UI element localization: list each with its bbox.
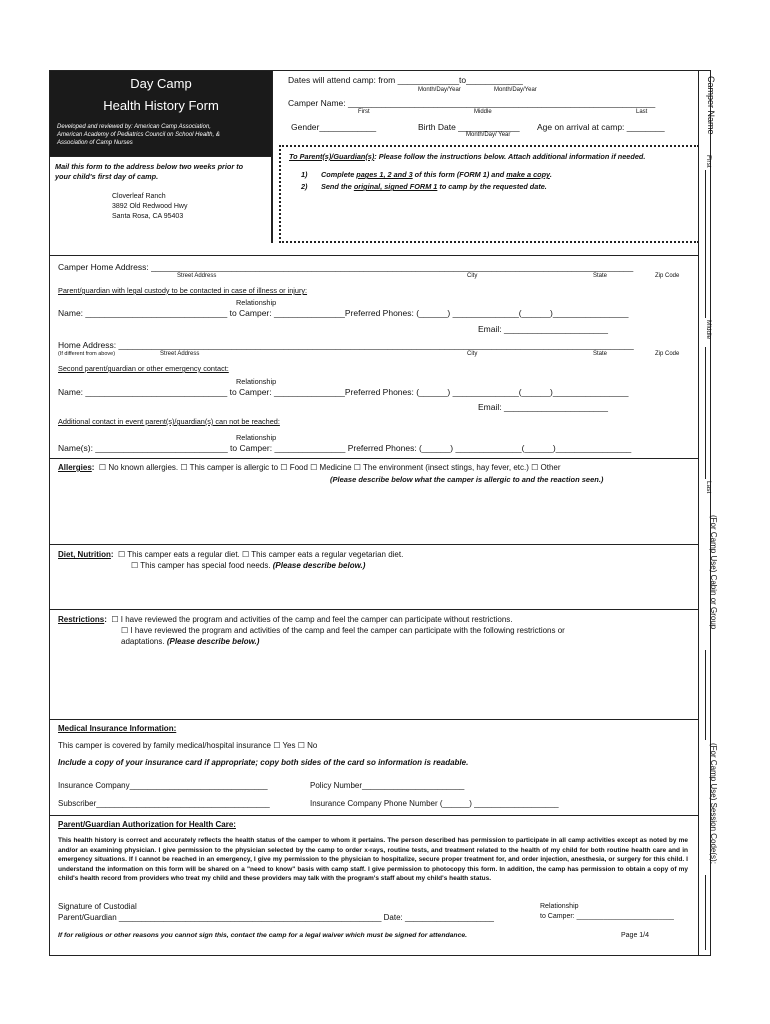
diet-colon: : <box>110 550 114 559</box>
relationship-label-1: Relationship <box>236 298 277 307</box>
signature-label: Signature of Custodial <box>58 902 137 911</box>
step1-e: . <box>549 170 552 179</box>
authorization-rule <box>50 815 698 816</box>
side-last: Last <box>705 481 712 494</box>
age-field[interactable]: Age on arrival at camp: ________ <box>537 122 665 132</box>
state-sublabel: State <box>593 273 608 279</box>
parents-label: To Parent(s)/Guardian(s) <box>289 152 375 161</box>
insurance-heading: Medical Insurance Information: <box>58 724 177 733</box>
insurance-copy-note: Include a copy of your insurance card if appropriate; copy both sides of the card so information is readable. <box>58 758 469 767</box>
allergies-row <box>58 463 561 472</box>
step2-a: Send the <box>321 182 354 191</box>
form-title-line1: Day Camp <box>130 76 192 91</box>
second-contact-heading: Second parent/guardian or other emergency contact: <box>58 364 229 373</box>
additional-name-row[interactable]: Name(s): ____________________________ to Camper: _______________ Preferred Phones: (______) ______________(______)________________ <box>58 443 632 453</box>
camp-address-3: Santa Rosa, CA 95403 <box>112 213 184 220</box>
zip2-sublabel: Zip Code <box>655 351 680 357</box>
parent1-email-field[interactable]: Email: ______________________ <box>478 324 608 334</box>
city2-sublabel: City <box>467 351 478 357</box>
custody-heading: Parent/guardian with legal custody to be contacted in case of illness or injury: <box>58 286 308 295</box>
subscriber-field[interactable]: Subscriber_______________________________________ <box>58 799 270 808</box>
page-number: Page 1/4 <box>621 932 650 939</box>
additional-contact-heading: Additional contact in event parent(s)/guardian(s) can not be reached: <box>58 417 280 426</box>
side-session-code: (For Camp Use) Session Code(s): <box>709 743 718 864</box>
step1-d: make a copy <box>506 170 550 179</box>
diet-row1 <box>58 550 403 559</box>
step2-c: to camp by the requested date. <box>437 182 547 191</box>
home-address-field[interactable]: Camper Home Address: ______________________________________________________________________________________________________ <box>58 262 634 272</box>
relationship-label-2: Relationship <box>236 377 277 386</box>
insurance-phone-field[interactable]: Insurance Company Phone Number (______) ___________________ <box>310 799 559 808</box>
camp-dates-field[interactable]: Dates will attend camp: from _____________to____________ <box>288 75 523 85</box>
birth-date-sublabel: Month/Day/ Year <box>466 132 511 138</box>
side-first-line <box>705 170 706 318</box>
allergies-label: Allergies <box>58 463 92 472</box>
parents-text: : Please follow the instructions below. Attach additional information if needed. <box>374 152 646 161</box>
step1-text <box>321 170 552 179</box>
authorization-body: This health history is correct and accurately reflects the health status of the camper to whom it pertains. The person described has permission to participate in all camp activities except as noted by me and/or an examining physician. I give permission to the physician selected by the camp to order x-rays, routine tests, and treatment related to the health of my child for both routine health care and in emergency situations. If I cannot be reached in an emergency, I give my permission to the physician to hospitalize, secure proper treatment for, and order injection, anesthesia, or surgery for this child. I understand the information on this form will be shared on a "need to know" basis with camp staff. I give permission to photocopy this form. In addition, the camp has permission to obtain a copy of my child's health record from providers who treat my child and these providers may talk with the program's staff about my child's health status. <box>58 837 688 883</box>
diet-label: Diet, Nutrition <box>58 550 111 559</box>
city-sublabel: City <box>467 273 478 279</box>
side-cabin-line <box>705 650 706 740</box>
restrictions-line3: adaptations. <box>121 637 167 646</box>
parents-instructions <box>289 152 645 161</box>
date-from-sublabel: Month/Day/Year <box>418 87 461 93</box>
allergies-description-area[interactable] <box>55 490 695 542</box>
side-middle: Middle <box>705 320 712 340</box>
home-address2-field[interactable]: Home Address: _____________________________________________________________________________________________________________ <box>58 340 634 350</box>
diet-description-area[interactable] <box>55 574 695 606</box>
step2 <box>301 182 308 191</box>
mail-instructions-1: Mail this form to the address below two weeks prior to <box>55 162 244 171</box>
allergies-rule <box>50 458 698 459</box>
step1-a: Complete <box>321 170 357 179</box>
street2-sublabel: Street Address <box>160 351 200 357</box>
last-sublabel: Last <box>636 109 648 115</box>
restrictions-row3 <box>121 637 259 646</box>
state2-sublabel: State <box>593 351 608 357</box>
step1 <box>301 170 308 179</box>
diet-options[interactable]: ☐ This camper eats a regular diet. ☐ This camper eats a regular vegetarian diet. <box>118 550 404 559</box>
restrictions-colon: : <box>104 615 107 624</box>
step2-b: original, signed FORM 1 <box>353 182 438 191</box>
side-camper-name: Camper Name <box>706 76 716 135</box>
side-middle-line <box>705 347 706 479</box>
developed-by-3: Association of Camp Nurses <box>57 140 133 146</box>
diet-special-option[interactable]: ☐ This camper has special food needs. <box>131 561 273 570</box>
relationship-label-3: Relationship <box>236 433 277 442</box>
parent2-email-field[interactable]: Email: ______________________ <box>478 402 608 412</box>
signature-row[interactable]: Parent/Guardian ___________________________________________________________ Date: ____________________ <box>58 913 494 922</box>
diet-row2 <box>131 561 365 570</box>
side-first: First <box>705 155 712 168</box>
side-session-line <box>705 875 706 950</box>
step1-c: of this form (FORM 1) and <box>412 170 507 179</box>
diet-special-note: (Please describe below.) <box>272 561 366 570</box>
form-title-line2: Health History Form <box>103 98 219 113</box>
contacts-top-rule <box>50 255 698 256</box>
camper-name-field[interactable]: Camper Name: _________________________________________________________________ <box>288 98 656 108</box>
date-to-sublabel: Month/Day/Year <box>494 87 537 93</box>
side-cabin-group: (For Camp Use) Cabin or Group <box>709 515 718 630</box>
developed-by-2: American Academy of Pediatrics Council on School Health, & <box>57 132 220 138</box>
insurance-covered-row[interactable]: This camper is covered by family medical/hospital insurance ☐ Yes ☐ No <box>58 741 318 750</box>
developed-by-1: Developed and reviewed by: American Camp Association, <box>57 124 211 130</box>
restrictions-label: Restrictions <box>58 615 105 624</box>
allergies-note: (Please describe below what the camper is allergic to and the reaction seen.) <box>330 475 604 484</box>
restrictions-rule <box>50 609 698 610</box>
religious-waiver-note: If for religious or other reasons you cannot sign this, contact the camp for a legal waiver which must be signed for attendance. <box>58 932 468 939</box>
allergies-colon: : <box>91 463 95 472</box>
parent2-name-row[interactable]: Name: ______________________________ to Camper: _______________Preferred Phones: (______) ______________(______)________________ <box>58 387 629 397</box>
gender-field[interactable]: Gender____________ <box>291 122 377 132</box>
street-sublabel: Street Address <box>177 273 217 279</box>
header-divider <box>272 71 273 243</box>
birth-date-field[interactable]: Birth Date _____________ <box>418 122 520 132</box>
allergies-options[interactable]: ☐ No known allergies. ☐ This camper is allergic to ☐ Food ☐ Medicine ☐ The environment (insect stings, hay fever, etc.) ☐ Other <box>98 463 561 472</box>
camp-address-1: Cloverleaf Ranch <box>112 193 166 200</box>
middle-sublabel: Middle <box>474 109 492 115</box>
zip-sublabel: Zip Code <box>655 273 680 279</box>
step1-b: pages 1, 2 and 3 <box>356 170 413 179</box>
step2-num: 2) <box>301 182 308 191</box>
first-sublabel: First <box>358 109 370 115</box>
relationship-sig-field[interactable]: to Camper: _________________________ <box>540 913 674 920</box>
authorization-heading: Parent/Guardian Authorization for Health Care: <box>58 820 236 829</box>
insurance-rule <box>50 719 698 720</box>
if-different-sublabel: (If different from above) <box>58 351 116 357</box>
camp-address-2: 3892 Old Redwood Hwy <box>112 203 188 210</box>
diet-rule <box>50 544 698 545</box>
restrictions-note: (Please describe below.) <box>166 637 260 646</box>
insurance-company-field[interactable]: Insurance Company_______________________________ <box>58 781 268 790</box>
restrictions-description-area[interactable] <box>55 650 695 716</box>
parent1-name-row[interactable]: Name: ______________________________ to Camper: _______________Preferred Phones: (______) ______________(______)________________ <box>58 308 629 318</box>
restrictions-row1 <box>58 615 513 624</box>
step2-text <box>321 182 547 191</box>
restrictions-option2[interactable]: ☐ I have reviewed the program and activities of the camp and feel the camper can participate with the following restrictions or <box>121 626 565 635</box>
mail-instructions-2: your child's first day of camp. <box>55 172 159 181</box>
relationship-sig-label: Relationship <box>540 903 579 910</box>
restrictions-option1[interactable]: ☐ I have reviewed the program and activities of the camp and feel the camper can participate without restrictions. <box>111 615 513 624</box>
policy-number-field[interactable]: Policy Number_______________________ <box>310 781 465 790</box>
step1-num: 1) <box>301 170 308 179</box>
